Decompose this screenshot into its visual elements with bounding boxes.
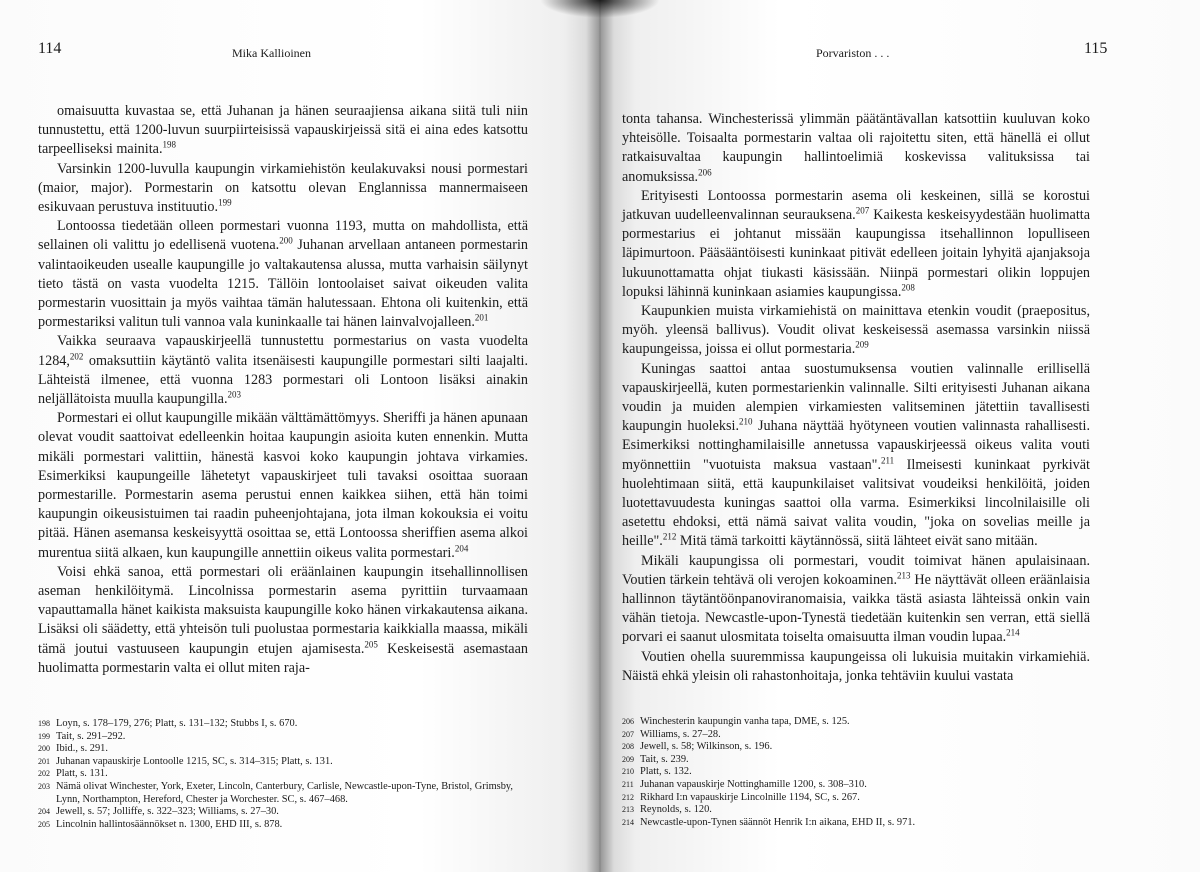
footnote [622,741,1092,754]
paragraph [38,409,528,563]
footnote-text: Nämä olivat Winchester, York, Exeter, Lincoln, Canterbury, Carlisle, Newcastle-upon-Tyne, Bristol, Grimsby, Lynn, Northampton, Hereford, Chester ja Worchester. SC, s. 467–468. [56,780,514,805]
footnote-number: 204 [38,807,50,817]
footnote [622,804,1092,817]
footnote-number: 200 [38,744,50,754]
page-number: 115 [1084,40,1108,57]
right-page [600,0,1200,872]
footnote-ref: 198 [162,139,176,150]
paragraph-text: Voisi ehkä sanoa, että pormestari oli eräänlainen kaupungin itsehallinnollisen aseman henkilöitymä. Lincolnissa pormestarin asema pyrittiin turvaamaan vapauttamalla hänet kaikista maksuista kaupungille koko hänen virkakautensa aikana. Lisäksi oli säädetty, että yhteisön tuli puolustaa pormestaria kaikkialla maassa, mikäli tämä joutui vastuuseen kaupungin etujen ajamisesta. [38,563,528,657]
paragraph-text: Vaikka seuraava vapauskirjeellä tunnustettu pormestarius on vasta vuodelta 1284, [38,333,528,369]
footnote-ref: 201 [474,312,489,323]
footnote-number: 214 [622,817,634,827]
footnote-ref: 203 [227,389,242,400]
footnote [622,729,1092,742]
footnote-text: Juhanan vapauskirje Nottinghamille 1200, s. 308–310. [640,778,867,790]
paragraph-text: Mikäli kaupungissa oli pormestari, voudit toimivat hänen apulaisinaan. Voutien tärkein tehtävä oli verojen kokoaminen. [622,552,1090,588]
footnote [38,756,528,769]
paragraph-text: tonta tahansa. Winchesterissä ylimmän päätäntävallan katsottiin kuuluvan koko yhteisölle. Toisaalta pormestarin valtaa oli rajoitettu siten, että hänellä ei ollut ratkaisuvaltaa kaupungin hallintoelimiä koskevissa valituksissa tai anomuksissa. [622,111,1090,185]
footnote-text: Rikhard I:n vapauskirje Lincolnille 1194, SC, s. 267. [640,791,860,803]
footnote [622,792,1092,805]
paragraph [622,552,1090,648]
footnote-number: 206 [622,717,634,726]
footnote-text: Newcastle-upon-Tynen säännöt Henrik I:n aikana, EHD II, s. 971. [640,816,916,828]
footnote-number: 212 [622,792,634,802]
paragraph [38,217,528,332]
footnote-ref: 204 [454,542,469,553]
paragraph-text: Mitä tämä tarkoitti käytännössä, siitä lähteet eivät sano mitään. [676,533,1038,550]
footnote-ref: 210 [739,416,753,427]
footnote [38,731,528,744]
footnote-ref: 213 [897,570,911,581]
paragraph-text: Juhana näyttää hyötyneen voutien valinnasta rahallisesti. Esimerkiksi nottinghamilaisille annetussa vapauskirjeessä oikeus valita vouti myönnettiin "vuotuista maksua vastaan". [622,418,1090,473]
paragraph-text: Varsinkin 1200-luvulla kaupungin virkamiehistön keulakuvaksi nousi pormestari (maior, major). Pormestarin on katsottu olevan Englannissa mannermaiseen esikuvaan perustuva instituutio. [38,160,528,216]
footnote [38,743,528,756]
page-number: 114 [38,40,62,57]
paragraph-text: Erityisesti Lontoossa pormestarin asema oli keskeinen, sillä se korostui jatkuvan uudelleenvalinnan seurauksena. [622,187,1090,224]
footnote-number: 213 [622,805,634,815]
paragraph-text: omaisuutta kuvastaa se, että Juhanan ja hänen seuraajiensa aikana siitä tuli niin tunnustettu, että 1200-luvun suurpiirteisissä vapauskirjeissä sitä ei aina edes katsottu tarpeelliseksi mainita. [38,103,528,158]
footnote [622,716,1092,729]
paragraph-text: He näyttävät olleen eräänlaisia hallinnon täytäntöönpanoviranomaisia, vaikka tästä asiasta lähteissä onkin vain vähän tietoja. Newcastle-upon-Tynestä tiedetään kuitenkin sen verran, että siellä porvari ei saanut ulosmitata toiselta omaisuutta ilman voudin lupaa. [622,571,1091,646]
footnote [622,817,1092,830]
paragraph-text: omaksuttiin käytäntö valita itsenäisesti kaupungille pormestari silti laajalti. Lähteistä ilmenee, että vuonna 1283 pormestari oli Lontoon lisäksi ainakin neljällätoista muulla kaupungilla. [38,352,528,408]
paragraph-text: Juhanan arvellaan antaneen pormestarin valintaoikeuden usealle kaupungille jo valtakautensa alussa, mutta varhaisin säilynyt tieto tästä on vasta vuodelta 1215. Tällöin lontoolaiset saivat oikeuden valita pormestarin vuosittain ja myös vaihtaa tämän halutessaan. Ehtona oli kuitenkin, että pormestariksi valitun tuli vannoa vala kuninkaalle tai hänen lainvalvojalleen. [38,237,528,331]
footnote-number: 199 [38,731,50,741]
footnote-text: Jewell, s. 57; Jolliffe, s. 322–323; Williams, s. 27–30. [56,806,279,818]
paragraph [622,187,1090,302]
footnote-text: Platt, s. 131. [56,768,108,780]
footnote-ref: 208 [901,282,915,293]
footnote [622,754,1092,767]
footnote-number: 210 [622,767,634,777]
paragraph-text: Pormestari ei ollut kaupungille mikään välttämättömyys. Sheriffi ja hänen apunaan olevat voudit saattoivat edelleenkin hoitaa kaupungin asioita kuten ennenkin. Mutta mikäli pormestari valittiin, hänestä kasvoi koko kaupungin johtava virkamies. Esimerkiksi kaupungeille lähetetyt vapauskirjeet tuli tavaksi osoittaa suoraan pormestarille. Pormestarin asema perustui ennen kaikkea siihen, että hän toimi kaupungin oikeusistuimen tai raadin puheenjohtajana, jota ilman kokouksia ei voitu pitää. Hänen asemansa keskeisyyttä osoittaa se, että Lontoossa sheriffien asema alkoi murentua siitä alkaen, kun kaupungille annettiin oikeus valita pormestari. [38,410,528,561]
footnote-number: 202 [38,769,50,779]
footnote-number: 205 [38,819,50,829]
footnote-number: 209 [622,754,634,764]
paragraph [38,332,528,409]
footnotes [38,718,528,831]
paragraph [622,110,1090,187]
footnote-text: Tait, s. 291–292. [56,730,126,742]
footnote-ref: 214 [1006,627,1020,638]
paragraph-text: Kuningas saattoi antaa suostumuksensa voutien valinnalle erillisellä vapauskirjeellä, kuten pormestarienkin valinnalle. Silti erityisesti Juhanan aikana voudin ja muiden alempien virkamiesten valitseminen jätettiin tavallisesti kaupungin huoleksi. [622,360,1090,435]
footnote [38,768,528,781]
footnote-text: Juhanan vapauskirje Lontoolle 1215, SC, s. 314–315; Platt, s. 131. [56,755,333,767]
footnote-ref: 200 [279,235,293,246]
running-head: Porvariston . . . [816,46,890,60]
footnote-ref: 202 [69,350,84,361]
paragraph-text: Voutien ohella suuremmissa kaupungeissa oli lukuisia muitakin virkamiehiä. Näistä ehkä yleisin oli rahastonhoitaja, jonka tehtäviin kuului vastata [622,648,1090,684]
paragraph-text: Lontoossa tiedetään olleen pormestari vuonna 1193, mutta on mahdollista, että sellainen oli valittu jo edellisenä vuotena. [38,218,528,254]
footnote-ref: 207 [855,205,870,216]
footnote [38,781,528,806]
paragraph [38,102,528,160]
running-head: Mika Kallioinen [232,46,311,60]
body-text [622,110,1090,686]
footnote-ref: 209 [855,339,869,350]
footnote [38,819,528,832]
footnote-text: Tait, s. 239. [640,753,689,765]
footnote-ref: 206 [698,166,712,177]
footnote-ref: 205 [364,638,378,649]
footnote-text: Winchesterin kaupungin vanha tapa, DME, s. 125. [640,716,850,727]
footnote [622,766,1092,779]
paragraph [622,302,1090,360]
paragraph-text: Kaupunkien muista virkamiehistä on mainittava etenkin voudit (praepositus, myöh. yleensä ballivus). Voudit olivat keskeisessä asemassa varsinkin niissä kaupungeissa, joissa ei ollut pormestaria. [622,303,1090,358]
footnote-text: Ibid., s. 291. [56,743,108,755]
paragraph [622,648,1090,686]
footnote [622,779,1092,792]
footnote-number: 198 [38,719,50,728]
footnote-ref: 211 [881,454,895,465]
footnote-text: Reynolds, s. 120. [640,804,712,816]
body-text [38,102,528,678]
footnote-text: Lincolnin hallintosäännökset n. 1300, EHD III, s. 878. [56,818,283,830]
paragraph [38,160,528,218]
footnote-ref: 212 [662,531,677,542]
footnote [38,718,528,731]
footnotes [622,716,1092,829]
paragraph-text: Keskeisestä asemastaan huolimatta pormestarin valta ei ollut miten raja- [38,640,528,676]
paragraph-text: Ilmeisesti kuninkaat pyrkivät huolehtimaan siitä, että kaupunkilaiset valitsivat voudeiksi henkilöitä, joiden luotettavuudesta kuningas saattoi olla varma. Esimerkiksi lincolnilaisille oli asetettu ehdoksi, että nämä saivat valita voudin, "joka on sovelias meille ja heille". [622,456,1090,550]
footnote-ref: 199 [218,197,232,208]
footnote-number: 207 [622,729,634,739]
paragraph-text: Kaikesta keskeisyydestään huolimatta pormestarius ei johtanut missään kaupungissa itsehallinnon lopulliseen läpimurtoon. Pääsääntöisesti kuninkaat pitivät edelleen joitain lyhyitä ajanjaksoja lukuunottamatta ohjat tiukasti käsissään. Niinpä pormestari olikin loppujen lopuksi lähinnä kuninkaan asiamies kaupungissa. [622,207,1090,300]
footnote-text: Williams, s. 27–28. [640,728,721,740]
paragraph [622,360,1090,552]
footnote-number: 201 [38,756,50,766]
footnote-text: Loyn, s. 178–179, 276; Platt, s. 131–132; Stubbs I, s. 670. [56,718,298,729]
footnote-number: 203 [38,781,50,791]
paragraph [38,563,528,678]
footnote [38,806,528,819]
footnote-number: 211 [622,779,634,789]
footnote-text: Platt, s. 132. [640,766,692,778]
footnote-number: 208 [622,742,634,752]
footnote-text: Jewell, s. 58; Wilkinson, s. 196. [640,741,773,753]
